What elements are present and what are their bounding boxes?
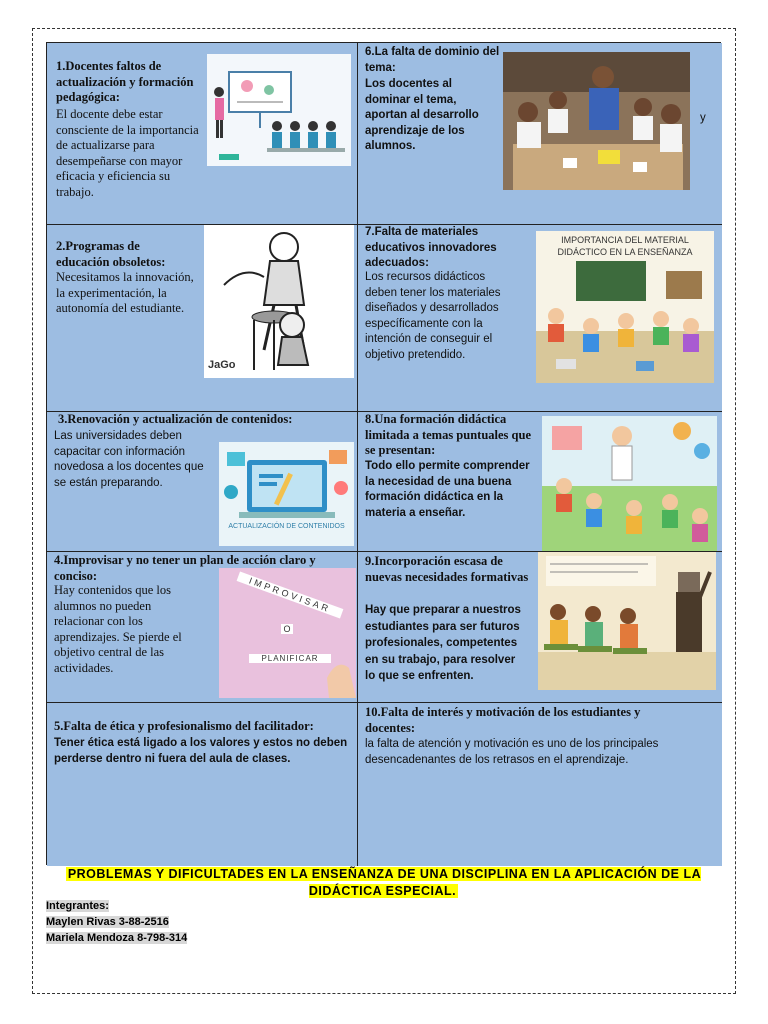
members-label: Integrantes: bbox=[46, 900, 109, 912]
cell-2 bbox=[47, 225, 358, 412]
laptop-content-icon bbox=[219, 442, 354, 546]
cell-2-body: Necesitamos la innovación, la experimentación, la autonomía del estudiante. bbox=[56, 270, 194, 315]
cell-7-body: Los recursos didácticos deben tener los materiales diseñados y desarrollados específicamente con la intención de conseguir el objetivo pretendido. bbox=[365, 271, 501, 361]
document-title-text: PROBLEMAS Y DIFICULTADES EN LA ENSEÑANZA DE UNA DISCIPLINA EN LA APLICACIÓN DE LA DIDÁCTICA ESPECIAL. bbox=[67, 867, 702, 898]
member-2: Mariela Mendoza 8-798-314 bbox=[46, 932, 188, 944]
image-caption: ACTUALIZACIÓN DE CONTENIDOS bbox=[228, 523, 345, 530]
cell-8-title: 8.Una formación didáctica limitada a temas puntuales que se presentan: bbox=[365, 412, 531, 457]
cell-1 bbox=[47, 43, 358, 225]
cell-10 bbox=[358, 703, 722, 866]
cell-4 bbox=[47, 552, 358, 703]
image-title: IMPORTANCIA DEL MATERIAL DIDÁCTICO EN LA ENSEÑANZA bbox=[557, 235, 693, 257]
cell-5-title: 5.Falta de ética y profesionalismo del facilitador: bbox=[54, 719, 314, 733]
students-desks-cartoon bbox=[538, 552, 716, 690]
tiles-top: IMPROVISAR bbox=[237, 571, 344, 618]
cell-10-body: la falta de atención y motivación es uno de los principales desencadenantes de los retrasos en el aprendizaje. bbox=[365, 738, 659, 766]
members-block bbox=[46, 898, 187, 946]
cell-6-extra: y bbox=[700, 112, 706, 124]
cell-3-title: 3.Renovación y actualización de contenidos: bbox=[58, 412, 293, 426]
cell-9 bbox=[358, 552, 722, 703]
cell-6 bbox=[358, 43, 722, 225]
cell-7 bbox=[358, 225, 722, 412]
cell-9-title: 9.Incorporación escasa de nuevas necesidades formativas bbox=[365, 554, 529, 584]
cell-4-title: 4.Improvisar y no tener un plan de acción claro y conciso: bbox=[54, 553, 316, 583]
cell-9-body: Hay que preparar a nuestros estudiantes para ser futuros profesionales, competentes en su trabajo, para resolver lo que se enfrenten. bbox=[365, 604, 521, 682]
cell-6-body: Los docentes al dominar el tema, aportan al desarrollo aprendizaje de los alumnos. bbox=[365, 78, 479, 152]
cell-5-body: Tener ética está ligado a los valores y estos no deben perderse dentro ni fuera del aula de clases. bbox=[54, 737, 348, 765]
tiles-mid: O bbox=[281, 624, 293, 634]
cell-8 bbox=[358, 412, 722, 552]
letter-tiles-photo bbox=[219, 568, 356, 698]
kids-classroom-cartoon bbox=[536, 231, 714, 383]
teacher-presentation-icon bbox=[207, 54, 351, 166]
cell-2-title: 2.Programas de educación obsoletos: bbox=[56, 239, 166, 269]
member-1: Maylen Rivas 3-88-2516 bbox=[46, 916, 169, 928]
cell-4-body: Hay contenidos que los alumnos no pueden relacionar con los aprendizajes. Se pierde el objetivo central de las actividades. bbox=[54, 583, 182, 675]
cartoon-signature: JaGo bbox=[208, 359, 236, 371]
cell-3-body: Las universidades deben capacitar con información novedosa a los docentes que se están preparando. bbox=[54, 430, 204, 489]
cell-3 bbox=[47, 412, 358, 552]
cell-1-title: 1.Docentes faltos de actualización y formación pedagógica: bbox=[56, 59, 194, 104]
cell-5 bbox=[47, 703, 358, 866]
document-title bbox=[46, 866, 721, 900]
tiles-bottom: PLANIFICAR bbox=[249, 654, 331, 663]
cartoon-sketch bbox=[204, 225, 354, 378]
cell-8-body: Todo ello permite comprender la necesidad de una buena formación didáctica en la materia a enseñar. bbox=[365, 460, 530, 519]
cell-6-title: 6.La falta de dominio del tema: bbox=[365, 46, 500, 74]
cell-10-title: 10.Falta de interés y motivación de los estudiantes y docentes: bbox=[365, 705, 641, 735]
teacher-kids-cartoon bbox=[542, 416, 717, 551]
classroom-photo bbox=[503, 52, 690, 190]
cell-7-title: 7.Falta de materiales educativos innovadores adecuados: bbox=[365, 226, 497, 269]
problems-table bbox=[46, 42, 721, 865]
cell-1-body-text: El docente debe estar consciente de la importancia de actualizarse para desempeñarse con mayor eficacia y eficiencia su trabajo. bbox=[56, 107, 199, 199]
